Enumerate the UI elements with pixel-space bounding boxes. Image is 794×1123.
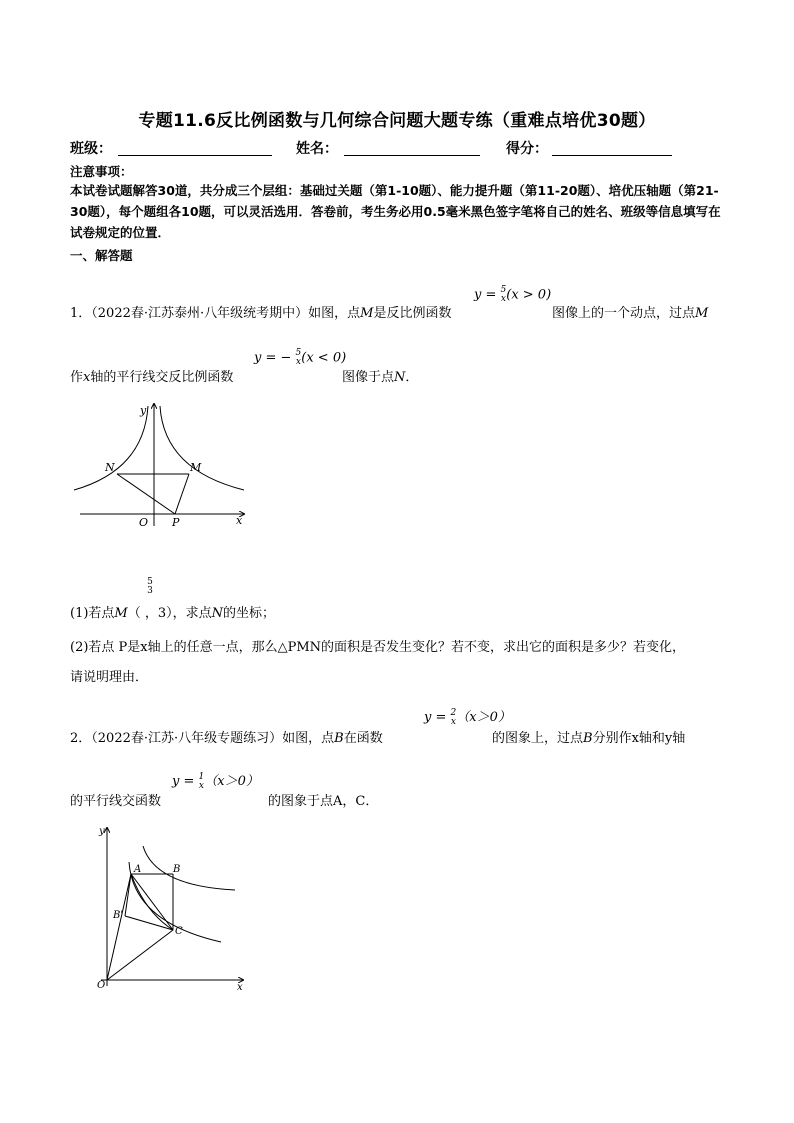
name-field[interactable] [344,155,480,156]
score-label: 得分： [506,141,548,157]
q1-suffix: 图像上的一个动点，过点 [552,306,696,321]
q1-mid: 是反比例函数 [373,306,452,321]
q2-formula2: y = 1 x（x＞0） [172,771,259,791]
q1-segment-np [117,474,175,514]
q2-label-bprime: B' [113,910,124,921]
q1-curve-left [74,406,148,490]
q1-prefix: 1．（2022春·江苏泰州·八年级统考期中）如图，点 [70,306,361,321]
section-heading: 一、解答题 [70,248,133,263]
q2-figure [95,822,255,994]
q1-sub2-line1: (2)若点 P是x轴上的任意一点，那么△PMN的面积是否发生变化？若不变，求出它的面积是多少？若变化， [70,640,686,655]
q1-var-m2: M [695,306,709,321]
q2-formula1: y = 2 x（x＞0） [424,707,511,727]
score-field[interactable] [552,155,672,156]
q1-curve-right [160,406,244,490]
q2-label-a: A [134,864,142,875]
q2-label-y: y [99,826,105,837]
q1-label-x: x [236,514,243,527]
q1-label-y: y [140,404,147,417]
q1-line2-end: 图像于点N． [342,370,419,385]
q2-segment-ac [131,874,173,930]
q2-curve-outer [143,846,235,890]
q1-formula2: y = − 5 x(x < 0) [254,348,347,367]
q1-var-x: x [83,370,91,385]
page-title: 专题11.6反比例函数与几何综合问题大题专练（重难点培优30题） [138,111,656,131]
q1-label-n: N [105,461,115,474]
q2-label-b: B [173,864,181,875]
q1-label-p: P [172,516,180,529]
class-label: 班级： [70,141,112,157]
q2-label-o: O [97,980,106,991]
notice-body: 本试卷试题解答30道，共分成三个层组：基础过关题（第1-10题）、能力提升题（第11-20题）、培优压轴题（第21-30题），每个题组各10题，可以灵活选用．答卷前，考生务必用0.5毫米黑色签字笔将自己的姓名、班级等信息填写在试卷规定的位置． [70,183,721,240]
name-label: 姓名： [296,141,338,157]
q1-var-m: M [360,306,374,321]
q1-sub1-frac: 5 3 [147,577,153,596]
q1-var-n: N [394,370,406,385]
notice-heading: 注意事项： [70,164,133,179]
class-field[interactable] [118,155,272,156]
q2-line1-end: 的图象上，过点B分别作x轴和y轴 [492,731,686,746]
q1-label-o: O [139,516,149,529]
q2-line2: 的平行线交函数 [70,794,162,809]
q1-figure [72,398,252,533]
q2-segment-bpc [125,916,173,930]
q1-line1 [70,302,451,321]
q2-label-c: C [175,926,183,937]
q1-sub1: (1)若点M（ ，3），求点N的坐标； [70,606,276,621]
q2-line2-end: 的图象于点A，C． [268,794,379,809]
q2-label-x: x [237,982,243,993]
q2-line1: 2．（2022春·江苏·八年级专题练习）如图，点B在函数 [70,731,383,746]
q1-line1-end [552,302,708,321]
q1-formula1: y = 5 x(x > 0) [474,285,552,304]
q1-sub2-line2: 请说明理由． [70,670,149,685]
q1-line2: 作x轴的平行线交反比例函数 [70,370,234,385]
q1-segment-mp [175,474,189,514]
q1-label-m: M [190,461,202,474]
